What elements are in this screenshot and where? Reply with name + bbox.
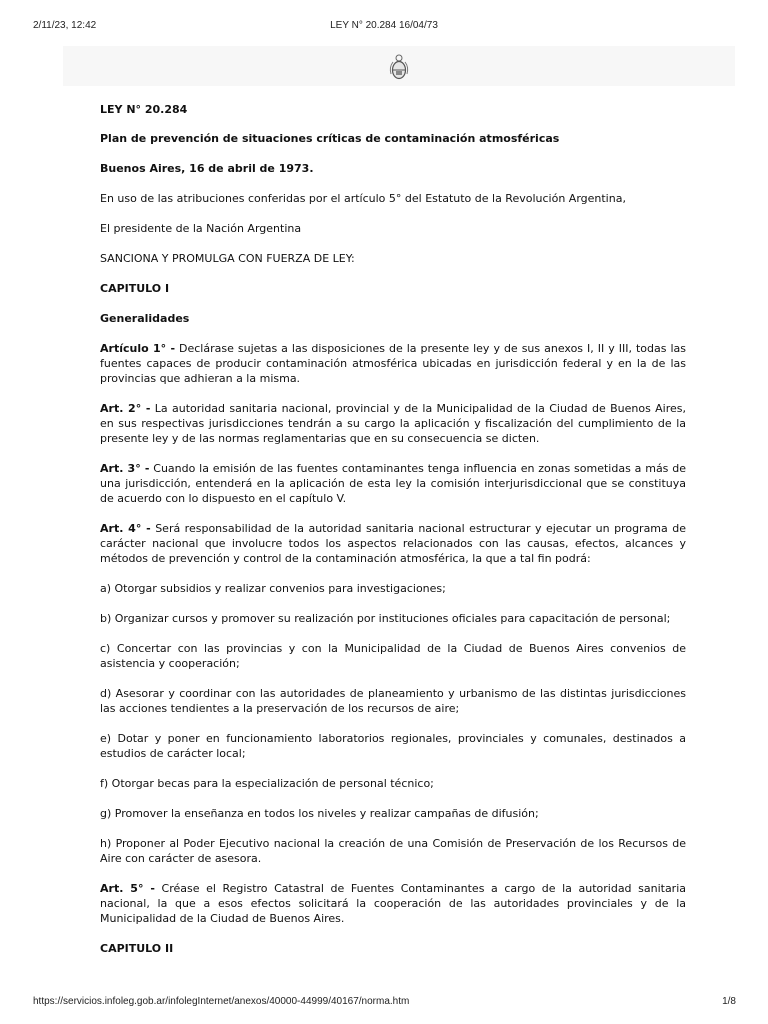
law-subtitle: Plan de prevención de situaciones críticas de contaminación atmosféricas (100, 132, 560, 145)
print-date: 2/11/23, 12:42 (33, 20, 97, 31)
chapter-2-heading: CAPITULO II (100, 942, 174, 955)
article-1-text: Declárase sujetas a las disposiciones de la presente ley y de sus anexos I, II y III, todas las fuentes capaces de producir contaminación atmosférica ubicadas en jurisdicción federal y en la de las provincias que adhieran a la misma. (100, 342, 687, 385)
page-banner (63, 46, 735, 86)
article-3 (100, 461, 686, 506)
article-3-label: Art. 3° - (100, 462, 150, 475)
print-footer (0, 992, 768, 1012)
list-item: e) Dotar y poner en funcionamiento laboratorios regionales, provinciales y comunales, destinados a estudios de carácter local; (100, 732, 686, 760)
preamble: En uso de las atribuciones conferidas por el artículo 5° del Estatuto de la Revolución Argentina, (100, 192, 626, 205)
article-4-text: Será responsabilidad de la autoridad sanitaria nacional estructurar y ejecutar un programa de carácter nacional que involucre todos los aspectos relacionados con las causas, efectos, alcances y métodos de prevención y control de la contaminación atmosférica, la que a tal fin podrá: (100, 522, 686, 565)
article-1 (100, 341, 686, 386)
list-item: a) Otorgar subsidios y realizar convenios para investigaciones; (100, 582, 446, 595)
chapter-1-title: Generalidades (100, 312, 190, 325)
page-url: https://servicios.infoleg.gob.ar/infolegInternet/anexos/40000-44999/40167/norma.htm (33, 996, 410, 1007)
article-2-label: Art. 2° - (100, 402, 151, 415)
article-2 (100, 401, 686, 446)
article-5-label: Art. 5° - (100, 882, 155, 895)
article-4-label: Art. 4° - (100, 522, 151, 535)
chapter-1-heading: CAPITULO I (100, 282, 170, 295)
print-title: LEY N° 20.284 16/04/73 (330, 20, 438, 31)
list-item: g) Promover la enseñanza en todos los niveles y realizar campañas de difusión; (100, 807, 539, 820)
sanciona: SANCIONA Y PROMULGA CON FUERZA DE LEY: (100, 252, 355, 265)
print-header (0, 0, 768, 40)
article-3-text: Cuando la emisión de las fuentes contaminantes tenga influencia en zonas sometidas a más de una jurisdicción, entenderá en la aplicación de esta ley la comisión interjurisdiccional que se constituya de acuerdo con lo dispuesto en el capítulo V. (100, 462, 686, 505)
place-date: Buenos Aires, 16 de abril de 1973. (100, 162, 314, 175)
list-item: d) Asesorar y coordinar con las autoridades de planeamiento y urbanismo de las distintas jurisdicciones las acciones tendientes a la preservación de los recursos de aire; (100, 687, 686, 715)
list-item: c) Concertar con las provincias y con la Municipalidad de la Ciudad de Buenos Aires convenios de asistencia y cooperación; (100, 642, 686, 670)
article-5-text: Créase el Registro Catastral de Fuentes Contaminantes a cargo de la autoridad sanitaria nacional, la que a esos efectos solicitará la cooperación de las autoridades provinciales y de la Municipalidad de la Ciudad de Buenos Aires. (100, 882, 686, 925)
article-2-text: La autoridad sanitaria nacional, provincial y de la Municipalidad de la Ciudad de Buenos Aires, en sus respectivas jurisdicciones tendrán a su cargo la aplicación y fiscalización del cumplimiento de la presente ley y de las normas reglamentarias que en su consecuencia se dicten. (100, 402, 686, 445)
president: El presidente de la Nación Argentina (100, 222, 302, 235)
article-5 (100, 881, 686, 926)
article-4 (100, 521, 686, 566)
list-item: f) Otorgar becas para la especialización de personal técnico; (100, 777, 434, 790)
page-number: 1/8 (722, 996, 736, 1007)
article-1-label: Artículo 1° - (100, 342, 176, 355)
law-number: LEY N° 20.284 (100, 103, 188, 116)
list-item: h) Proponer al Poder Ejecutivo nacional la creación de una Comisión de Preservación de los Recursos de Aire con carácter de asesora. (100, 837, 686, 865)
law-document (100, 102, 686, 956)
list-item: b) Organizar cursos y promover su realización por instituciones oficiales para capacitación de personal; (100, 612, 671, 625)
coat-of-arms-icon (387, 53, 411, 81)
